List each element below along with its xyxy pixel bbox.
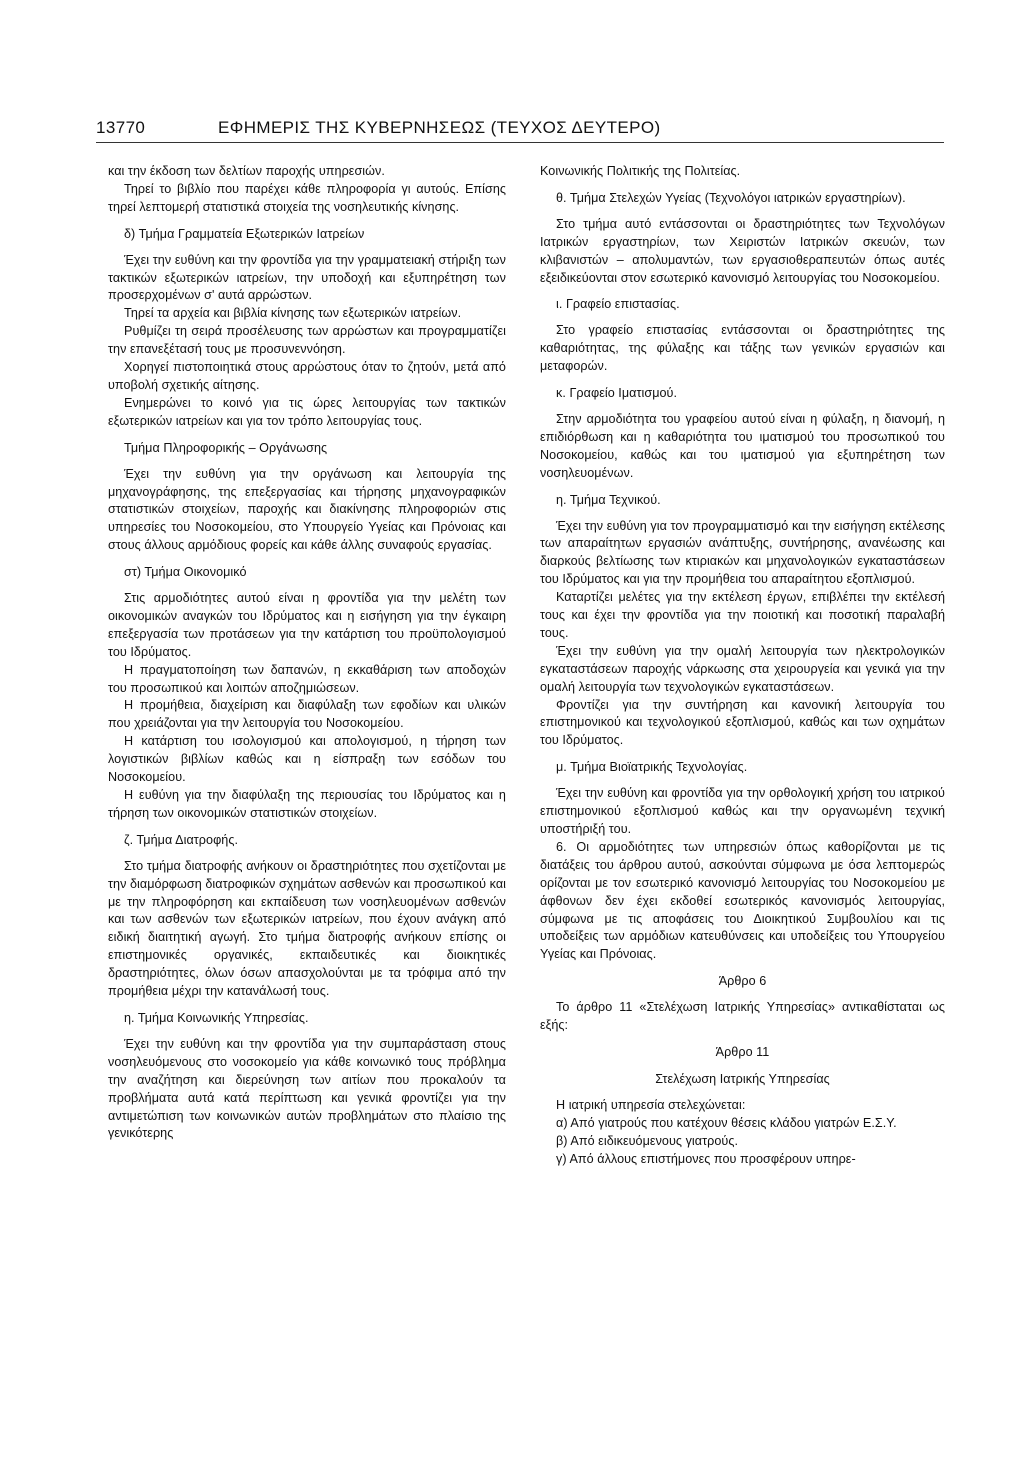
paragraph: Η ιατρική υπηρεσία στελεχώνεται: [556, 1097, 746, 1112]
paragraph: Έχει την ευθύνη για την ομαλή λειτουργία των ηλεκτρολογικών εγκαταστάσεων παροχής νάρκωσης στα χειρουργεία και γενικά για την ομαλή λειτουργία των τεχνολογικών εγκαταστάσεων. [540, 643, 945, 694]
paragraph: Στο γραφείο επιστασίας εντάσσονται οι δραστηριότητες της καθαριότητας, της φύλαξης και τάξης των γενικών εργασιών και μεταφορών. [540, 323, 945, 374]
section-heading: ζ. Τμήμα Διατροφής. [124, 832, 239, 847]
page-number: 13770 [96, 118, 146, 137]
right-column [540, 163, 945, 1168]
paragraph: Έχει την ευθύνη για την οργάνωση και λειτουργία της μηχανογράφησης, της επεξεργασίας και τήρησης μηχανογραφικών στατιστικών στοιχείων, παροχής και διακίνησης πληροφοριών στις υπηρεσίες του Νοσοκομείου, στο Υπουργείο Υγείας και Πρόνοιας και στους άλλους αρμόδιους φορείς και κάθε άλλης συναφούς εργασίας. [108, 466, 506, 553]
paragraph: Καταρτίζει μελέτες για την εκτέλεση έργων, επιβλέπει την εκτέλεσή τους και έχει την φροντίδα για την ποιοτική και ποσοτική παραλαβή τους. [540, 590, 945, 640]
section-heading: Τμήμα Πληροφορικής – Οργάνωσης [124, 440, 328, 455]
section-heading: θ. Τμήμα Στελεχών Υγείας (Τεχνολόγοι ιατρικών εργαστηρίων). [556, 190, 906, 205]
paragraph: Τηρεί το βιβλίο που παρέχει κάθε πληροφορία γι αυτούς. Επίσης τηρεί λεπτομερή στατιστικά στοιχεία της νοσηλευτικής κίνησης. [108, 181, 506, 214]
section-heading: δ) Τμήμα Γραμματεία Εξωτερικών Ιατρείων [124, 226, 365, 241]
section-heading: Άρθρο 11 [715, 1044, 770, 1059]
section-heading: Στελέχωση Ιατρικής Υπηρεσίας [655, 1071, 830, 1086]
paragraph: Έχει την ευθύνη για τον προγραμματισμό και την εισήγηση εκτέλεσης των απαραίτητων εργασιών ανάπτυξης, συντήρησης, ανανέωσης και διαρκούς βελτίωσης των κτιριακών και μηχανολογικών εγκαταστάσεων του Ιδρύματος και για την προμήθεια του απαραίτητου εξοπλισμού. [540, 518, 945, 587]
paragraph: Στις αρμοδιότητες αυτού είναι η φροντίδα για την μελέτη των οικονομικών αναγκών του Ιδρύματος και η εισήγηση για την έγκαιρη επεξεργασία των προτάσεων για την κατάρτιση του προϋπολογισμού του Ιδρύματος. [108, 591, 506, 659]
paragraph: Ρυθμίζει τη σειρά προσέλευσης των αρρώστων και προγραμματίζει την επανεξέτασή τους με προσυνεννόηση. [108, 324, 506, 357]
gazette-title: ΕΦΗΜΕΡΙΣ ΤΗΣ ΚΥΒΕΡΝΗΣΕΩΣ (ΤΕΥΧΟΣ ΔΕΥΤΕΡΟ) [218, 118, 661, 137]
paragraph: και την έκδοση των δελτίων παροχής υπηρεσιών. [108, 164, 385, 178]
paragraph: Στο τμήμα αυτό εντάσσονται οι δραστηριότητες των Τεχνολόγων Ιατρικών εργαστηρίων, των Χειριστών Ιατρικών σκευών, των κλιβανιστών – απολυμαντών, των εργασιοθεραπευτών όπως αυτές εξειδικεύονται στον εσωτερικό κανονισμό λειτουργίας του Νοσοκομείου. [540, 216, 945, 285]
paragraph: Στο τμήμα διατροφής ανήκουν οι δραστηριότητες που σχετίζονται με την διαμόρφωση διατροφικών σχημάτων ασθενών και προσωπικού και με την πληροφόρηση και εκπαίδευση των νοσηλευομένων ασθενών και των ασθενών των εξωτερικών ιατρείων, που έχουν ανάγκη από ειδική διαιτητική αγωγή. Στο τμήμα διατροφής ανήκουν επίσης οι επιστημονικές οργανικές, εκπαιδευτικές και διοικητικές δραστηριότητες, όλων όσων απασχολούνται με τα τρόφιμα από την προμήθεια μέχρι την κατανάλωσή τους. [108, 858, 506, 999]
paragraph: Κοινωνικής Πολιτικής της Πολιτείας. [540, 164, 741, 178]
section-heading: ι. Γραφείο επιστασίας. [556, 297, 680, 312]
section-heading: μ. Τμήμα Βιοϊατρικής Τεχνολογίας. [556, 760, 748, 775]
left-column [108, 163, 506, 1143]
paragraph: Το άρθρο 11 «Στελέχωση Ιατρικής Υπηρεσίας» αντικαθίσταται ως εξής: [540, 1000, 945, 1033]
paragraph: Η πραγματοποίηση των δαπανών, η εκκαθάριση των αποδοχών του προσωπικού και λοιπών αποζημιώσεων. [108, 662, 506, 695]
paragraph: Η ευθύνη για την διαφύλαξη της περιουσίας του Ιδρύματος και η τήρηση των οικονομικών στατιστικών στοιχείων. [108, 788, 506, 820]
paragraph: Στην αρμοδιότητα του γραφείου αυτού είναι η φύλαξη, η διανομή, η επιδιόρθωση και η καθαριότητα του ιματισμού του προσωπικού του Νοσοκομείου, καθώς και του ιματισμού για εξυπηρέτηση των νοσηλευομένων. [540, 411, 945, 480]
paragraph: β) Από ειδικευόμενους γιατρούς. [556, 1133, 739, 1148]
section-heading: στ) Τμήμα Οικονομικό [124, 565, 247, 580]
paragraph: γ) Από άλλους επιστήμονες που προσφέρουν υπηρε- [556, 1151, 856, 1166]
header-rule [96, 142, 944, 143]
section-heading: η. Τμήμα Κοινωνικής Υπηρεσίας. [124, 1010, 309, 1025]
section-heading: η. Τμήμα Τεχνικού. [556, 492, 661, 507]
paragraph: 6. Οι αρμοδιότητες των υπηρεσιών όπως καθορίζονται με τις διατάξεις του άρθρου αυτού, ασκούνται σύμφωνα με όσα λεπτομερώς ορίζονται με τον εσωτερικό κανονισμό λειτουργίας του Νοσοκομείου με άφθονων δεν έχει εκδοθεί εσωτερικός κανονισμός λειτουργίας, σύμφωνα με τις αποφάσεις του Διοικητικού Συμβουλίου και τις υποδείξεις των αρμόδιων κατευθύνσεις και υποδείξεις του Υπουργείου Υγείας και Πρόνοιας. [540, 839, 945, 962]
paragraph: α) Από γιατρούς που κατέχουν θέσεις κλάδου γιατρών Ε.Σ.Υ. [556, 1115, 897, 1130]
paragraph: Φροντίζει για την συντήρηση και κανονική λειτουργία του επιστημονικού και τεχνολογικού εξοπλισμού, καθώς και των οχημάτων του Ιδρύματος. [540, 697, 945, 748]
paragraph: Ενημερώνει το κοινό για τις ώρες λειτουργίας των τακτικών εξωτερικών ιατρείων και για τον τρόπο λειτουργίας τους. [108, 395, 506, 428]
paragraph: Έχει την ευθύνη και την φροντίδα για την γραμματειακή στήριξη των τακτικών εξωτερικών ιατρείων, την υποδοχή και εξυπηρέτηση των προσερχομένων σ' αυτά αρρώστων. [108, 252, 506, 303]
paragraph: Τηρεί τα αρχεία και βιβλία κίνησης των εξωτερικών ιατρείων. [124, 306, 462, 321]
section-heading: Άρθρο 6 [718, 974, 767, 989]
section-heading: κ. Γραφείο Ιματισμού. [556, 386, 678, 401]
paragraph: Η κατάρτιση του ισολογισμού και απολογισμού, η τήρηση των λογιστικών βιβλίων καθώς και η είσπραξη των εσόδων του Νοσοκομείου. [108, 734, 506, 785]
paragraph: Η προμήθεια, διαχείριση και διαφύλαξη των εφοδίων και υλικών που χρειάζονται για την λειτουργία του Νοσοκομείου. [108, 698, 506, 731]
paragraph: Χορηγεί πιστοποιητικά στους αρρώστους όταν το ζητούν, μετά από υποβολή σχετικής αίτησης. [108, 360, 506, 392]
paragraph: Έχει την ευθύνη και φροντίδα για την ορθολογική χρήση του ιατρικού επιστημονικού εξοπλισμού καθώς και την οργανωμένη τεχνική υποστήριξή του. [540, 786, 945, 836]
paragraph: Έχει την ευθύνη και την φροντίδα για την συμπαράσταση στους νοσηλευόμενους στο νοσοκομείο για κάθε κοινωνικό τους πρόβλημα την αναζήτηση και διερεύνηση των αιτίων που προκαλούν τα προβλήματα αυτά κατά περίπτωση και γενικά φροντίζει για την αντιμετώπιση των κοινωνικών αυτών προβλημάτων στο πλαίσιο της γενικότερης [108, 1036, 506, 1141]
